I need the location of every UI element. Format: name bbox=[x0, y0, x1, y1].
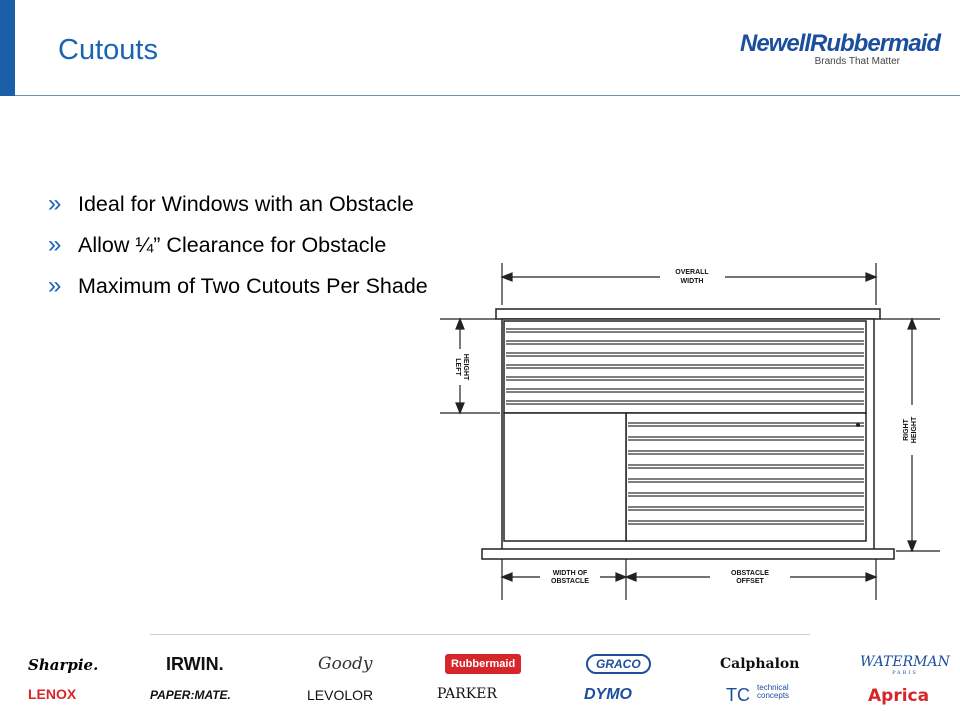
window-sill bbox=[482, 549, 894, 559]
tc-sub-line: concepts bbox=[757, 691, 790, 700]
overall-width-label: OVERALL bbox=[675, 269, 709, 276]
slide-title: Cutouts bbox=[58, 34, 158, 66]
tc-mark: TC bbox=[726, 685, 750, 706]
obstacle-area bbox=[504, 413, 626, 541]
obstacle-offset-label: OBSTACLE bbox=[731, 570, 769, 577]
arrow-up-icon bbox=[908, 319, 916, 329]
brand-logo-rubbermaid: Rubbermaid bbox=[445, 654, 521, 674]
brand-logo-parker: PARKER bbox=[437, 686, 498, 702]
left-height-label: HEIGHT bbox=[462, 353, 469, 381]
logo-name: NewellRubbermaid bbox=[740, 30, 941, 57]
brand-logo-sharpie: Sharpie. bbox=[28, 656, 99, 674]
tc-sub-line: technical bbox=[757, 683, 789, 692]
brand-logo-papermate: PAPER:MATE. bbox=[150, 688, 231, 702]
brand-logo-goody: Goody bbox=[318, 654, 373, 674]
brand-logo-aprica: Aprica bbox=[868, 686, 930, 706]
pull-knob bbox=[856, 423, 860, 427]
waterman-sub: PARIS bbox=[892, 670, 918, 676]
upper-shade bbox=[504, 321, 866, 413]
logo-tagline: Brands That Matter bbox=[814, 56, 900, 67]
bullet-marker-icon: » bbox=[48, 272, 62, 299]
bullet-item bbox=[48, 272, 428, 301]
arrow-right-icon bbox=[866, 273, 876, 281]
left-height-label: LEFT bbox=[454, 358, 461, 376]
newell-rubbermaid-logo bbox=[740, 30, 941, 70]
right-height-label: RIGHT bbox=[903, 419, 910, 441]
brand-logo-technical-concepts bbox=[726, 684, 789, 705]
bullet-text: Ideal for Windows with an Obstacle bbox=[78, 192, 414, 216]
arrow-down-icon bbox=[456, 403, 464, 413]
width-of-obstacle-label: WIDTH OF bbox=[552, 570, 588, 577]
lower-right-shade bbox=[626, 413, 866, 541]
width-of-obstacle-label: OBSTACLE bbox=[551, 578, 589, 585]
bullet-text: Allow ¼” Clearance for Obstacle bbox=[78, 233, 387, 257]
headrail bbox=[496, 309, 880, 319]
brand-logo-lenox: LENOX bbox=[28, 686, 77, 702]
header-divider bbox=[15, 95, 960, 96]
shade-cutout-diagram bbox=[440, 255, 940, 605]
brand-logo-levolor: LEVOLOR bbox=[307, 687, 374, 703]
arrow-down-icon bbox=[908, 541, 916, 551]
footer-divider bbox=[150, 634, 810, 635]
bullet-marker-icon: » bbox=[48, 190, 62, 217]
bullet-marker-icon: » bbox=[48, 231, 62, 258]
header-accent-bar bbox=[0, 0, 15, 96]
brand-logo-graco: GRACO bbox=[586, 654, 651, 674]
bullet-item bbox=[48, 190, 428, 219]
right-height-label: HEIGHT bbox=[911, 416, 918, 444]
overall-width-label: WIDTH bbox=[680, 278, 704, 285]
arrow-up-icon bbox=[456, 319, 464, 329]
bullet-text: Maximum of Two Cutouts Per Shade bbox=[78, 274, 428, 298]
obstacle-offset-label: OFFSET bbox=[736, 578, 764, 585]
brand-logo-waterman bbox=[860, 654, 950, 676]
brand-logo-calphalon: Calphalon bbox=[720, 656, 800, 672]
bullet-item bbox=[48, 231, 428, 260]
bullet-list bbox=[48, 190, 428, 313]
arrow-left-icon bbox=[502, 273, 512, 281]
brand-logo-dymo: DYMO bbox=[584, 686, 632, 703]
tc-sub bbox=[757, 684, 789, 700]
brand-logo-irwin: IRWIN. bbox=[166, 654, 224, 674]
waterman-name: WATERMAN bbox=[860, 654, 950, 670]
